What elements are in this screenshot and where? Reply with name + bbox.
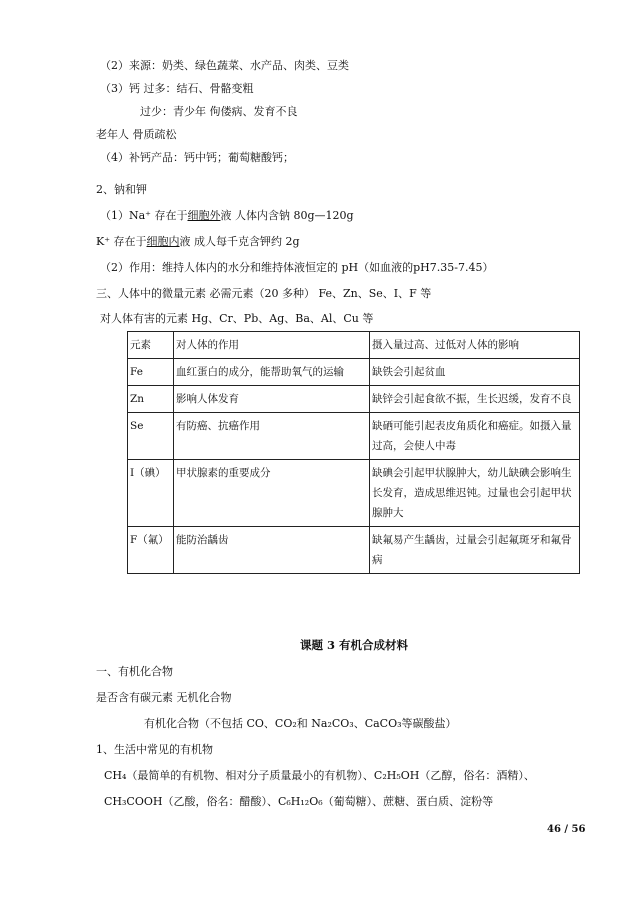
cell-element: F（氟） [128, 527, 174, 574]
header-role: 对人体的作用 [174, 332, 370, 359]
sodium-line-a: （1）Na⁺ 存在于 [100, 209, 188, 222]
sodium-line-b: 液 人体内含钠 80g—120g [220, 209, 354, 222]
organic-compound-line: 有机化合物（不包括 CO、CO₂和 Na₂CO₃、CaCO₃等碳酸盐） [144, 717, 457, 730]
sodium-potassium-heading: 2、钠和钾 [96, 183, 147, 196]
cell-effect: 缺硒可能引起表皮角质化和癌症。如摄入量过高，会使人中毒 [370, 413, 580, 460]
cell-effect: 缺铁会引起贫血 [370, 359, 580, 386]
calcium-deficit-line: 过少：青少年 佝偻病、发育不良 [140, 105, 298, 118]
harmful-elements-line: 对人体有害的元素 Hg、Cr、Pb、Ag、Ba、Al、Cu 等 [100, 312, 374, 325]
sodium-line [100, 208, 354, 224]
table-row [128, 359, 580, 386]
header-element: 元素 [128, 332, 174, 359]
calcium-excess-line: （3）钙 过多：结石、骨骼变粗 [100, 82, 254, 95]
potassium-line [96, 234, 300, 250]
trace-element-table [127, 331, 580, 574]
table-row [128, 460, 580, 527]
cell-role: 能防治龋齿 [174, 527, 370, 574]
cell-element: Se [128, 413, 174, 460]
table-row [128, 386, 580, 413]
potassium-line-underlined: 细胞内 [146, 235, 180, 248]
cell-effect: 缺氟易产生龋齿，过量会引起氟斑牙和氟骨病 [370, 527, 580, 574]
calcium-product-line: （4）补钙产品：钙中钙；葡萄糖酸钙； [100, 151, 294, 164]
potassium-line-a: K⁺ 存在于 [96, 235, 147, 248]
trace-elements-line: 三、人体中的微量元素 必需元素（20 多种） Fe、Zn、Se、I、F 等 [96, 287, 432, 300]
common-organics-heading: 1、生活中常见的有机物 [96, 743, 213, 756]
table-row [128, 413, 580, 460]
elderly-line: 老年人 骨质疏松 [96, 128, 177, 141]
organics-line-1: CH₄（最简单的有机物、相对分子质量最小的有机物）、C₂H₅OH（乙醇，俗名：酒精）、 [104, 769, 535, 782]
cell-role: 影响人体发育 [174, 386, 370, 413]
header-effect: 摄入量过高、过低对人体的影响 [370, 332, 580, 359]
function-line: （2）作用：维持人体内的水分和维持体液恒定的 pH（如血液的pH7.35-7.45） [100, 261, 494, 274]
cell-effect: 缺锌会引起食欲不振，生长迟缓，发育不良 [370, 386, 580, 413]
cell-effect: 缺碘会引起甲状腺肿大，幼儿缺碘会影响生长发育，造成思维迟钝。过量也会引起甲状腺肿大 [370, 460, 580, 527]
section-title: 课题 3 有机合成材料 [300, 638, 409, 652]
cell-element: Fe [128, 359, 174, 386]
table-row [128, 527, 580, 574]
source-line: （2）来源：奶类、绿色蔬菜、水产品、肉类、豆类 [100, 59, 349, 72]
carbon-criterion-line: 是否含有碳元素 无机化合物 [96, 691, 232, 704]
cell-role: 甲状腺素的重要成分 [174, 460, 370, 527]
sodium-line-underlined: 细胞外 [187, 209, 221, 222]
cell-role: 有防癌、抗癌作用 [174, 413, 370, 460]
organics-line-2: CH₃COOH（乙酸，俗名：醋酸）、C₆H₁₂O₆（葡萄糖）、蔗糖、蛋白质、淀粉等 [104, 795, 494, 808]
cell-role: 血红蛋白的成分，能帮助氧气的运输 [174, 359, 370, 386]
cell-element: I（碘） [128, 460, 174, 527]
potassium-line-b: 液 成人每千克含钾约 2g [179, 235, 300, 248]
organic-heading: 一、有机化合物 [96, 665, 173, 678]
table-header-row [128, 332, 580, 359]
page-number: 46 / 56 [547, 824, 586, 835]
cell-element: Zn [128, 386, 174, 413]
